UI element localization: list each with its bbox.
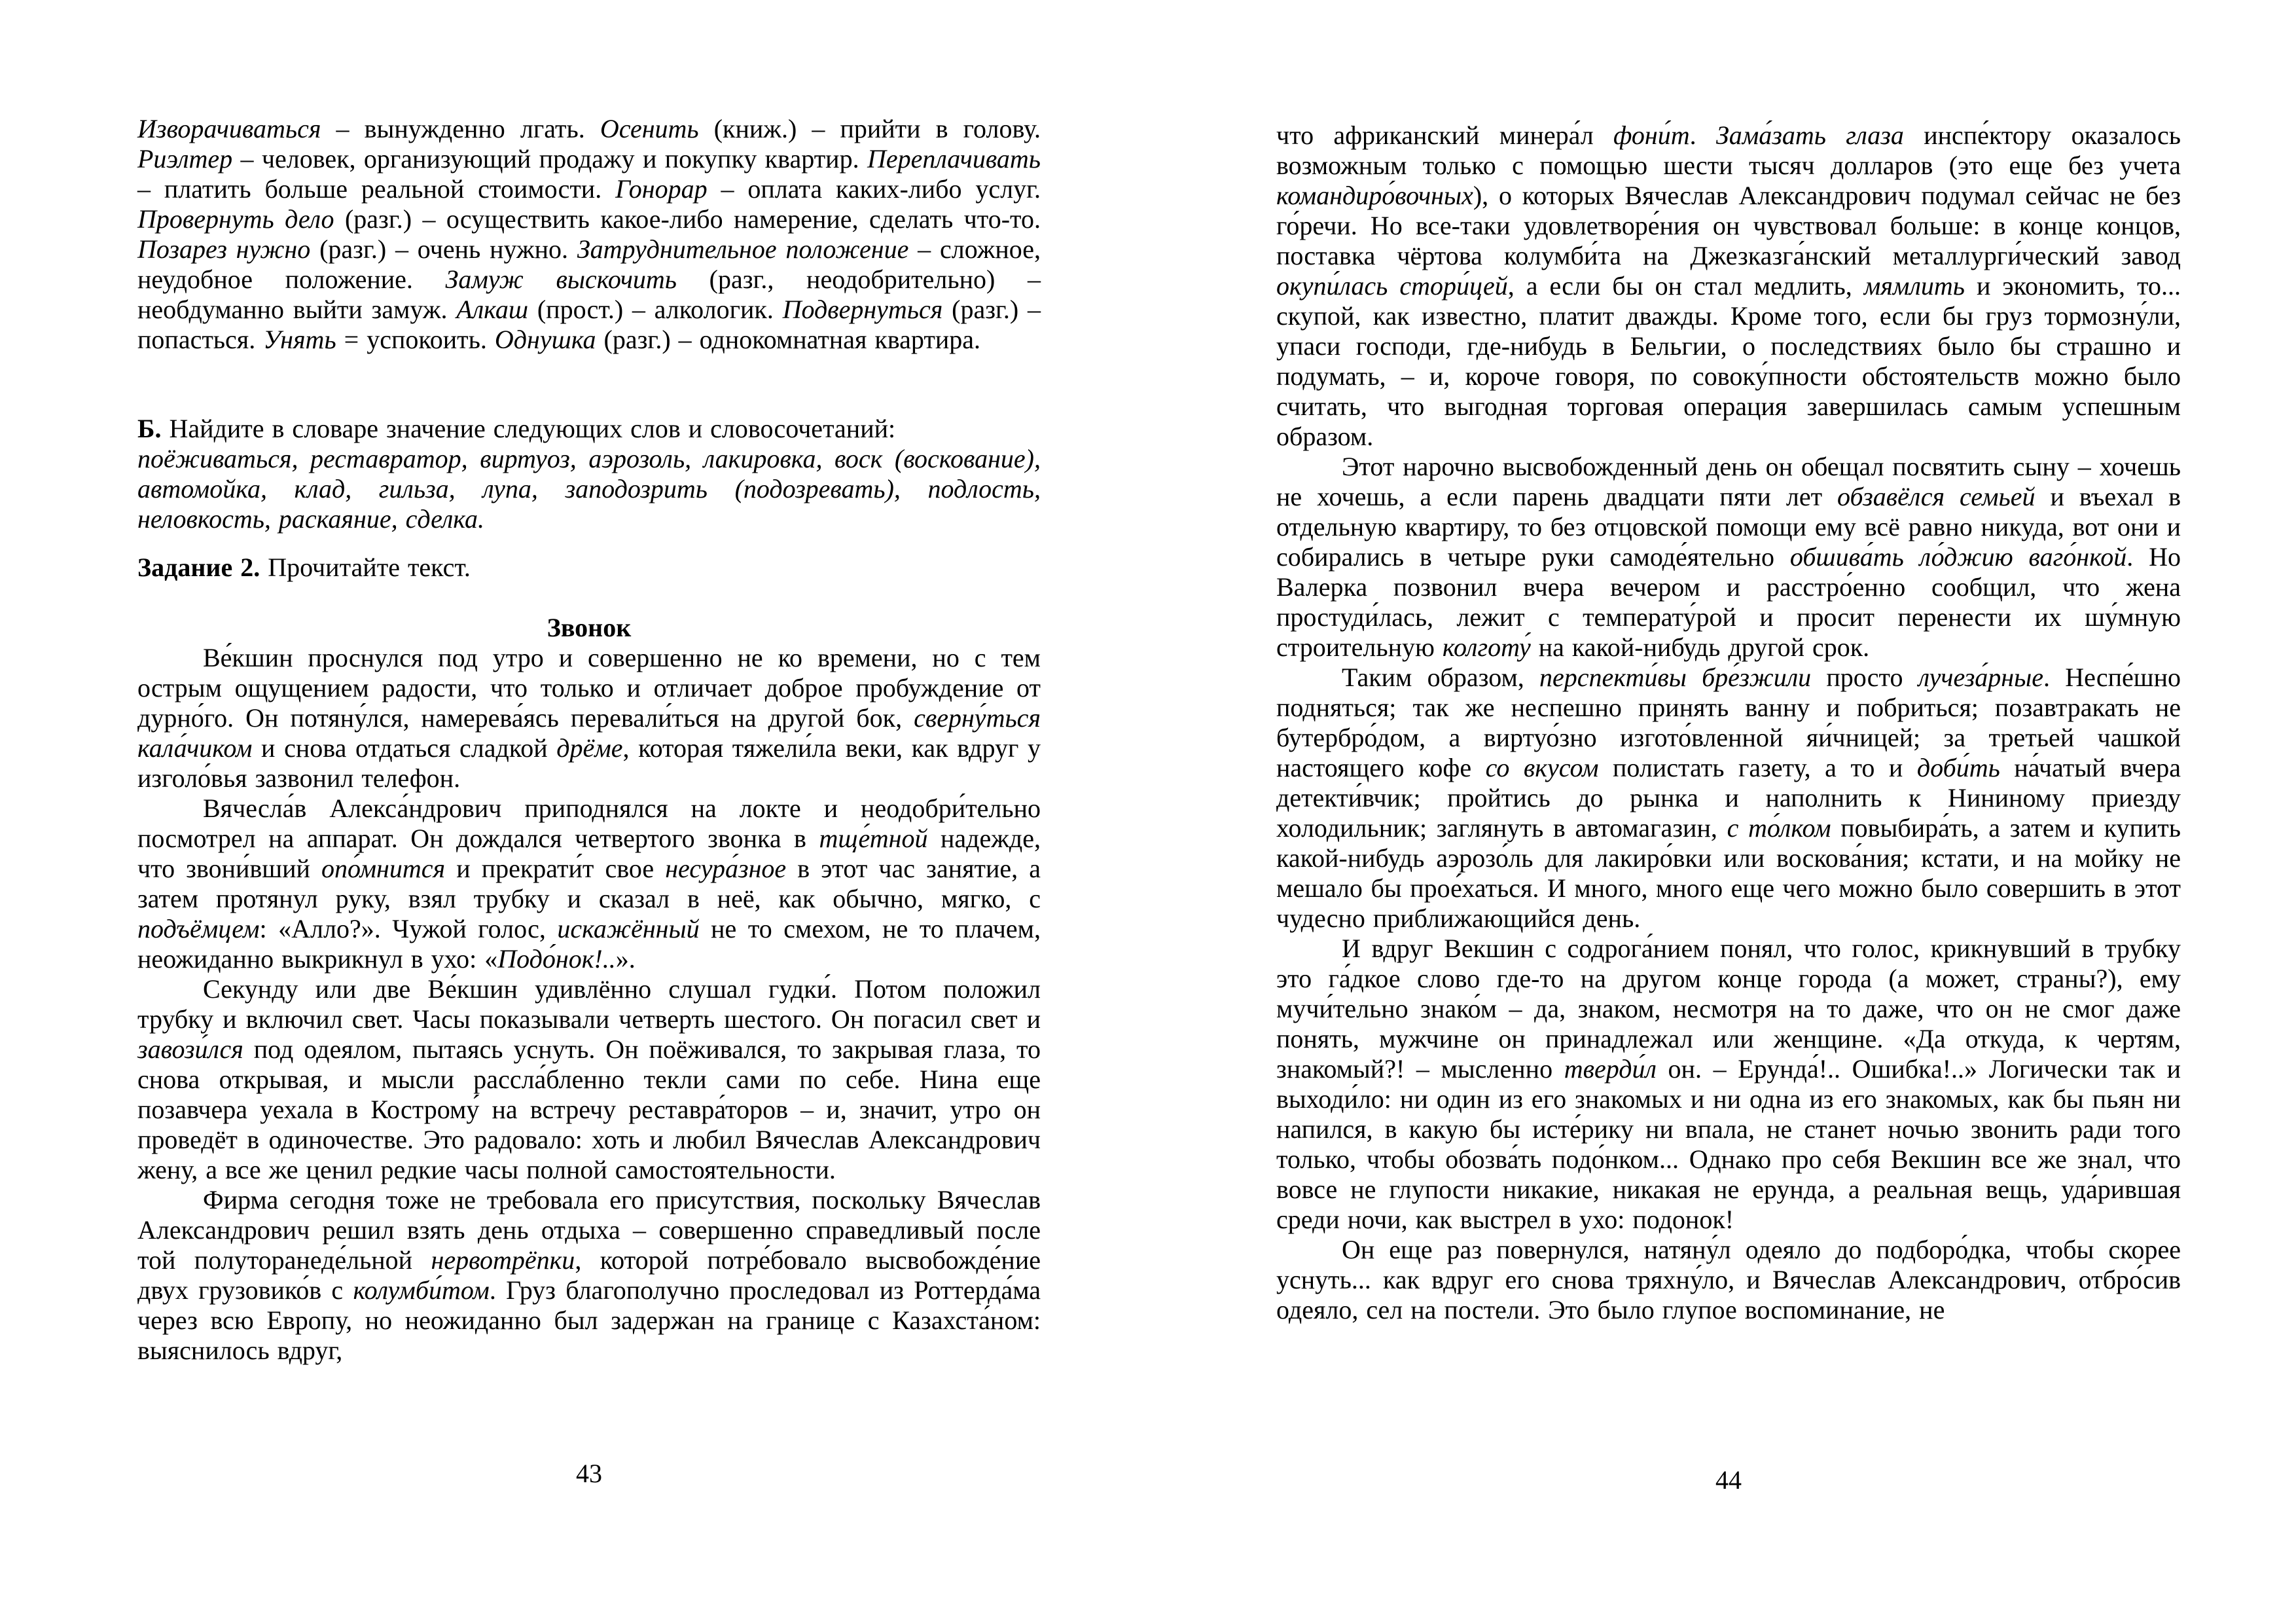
paragraph (1276, 663, 2181, 934)
text-run: (разг.) – осуществить какое-либо намерение, сделать что-то. (334, 204, 1041, 234)
text-run: завози́лся (137, 1034, 243, 1064)
text-run: Б. (137, 414, 162, 443)
text-run: искажённый (557, 914, 700, 943)
paragraph (1276, 1235, 2181, 1325)
text-run: . Груз благополучно проследовал из Роттерда́ма через всю Европу, но неожиданно был задержан на границе с Казахста́ном: выяснилось вдруг, (137, 1275, 1041, 1365)
text-run: тверди́л (1564, 1054, 1657, 1084)
text-run: – вынужденно лгать. (321, 114, 600, 143)
text-run: Ве́кшин проснулся под утро и совершенно не ко времени, но с тем острым ощущением радости, что только и отличает доброе пробуждение от дурно́го. Он потяну́лся, намерева́ясь перевали́ться на другой бок, (137, 643, 1041, 733)
text-run: Найдите в словаре значение следующих слов и словосочетаний: (161, 414, 896, 443)
paragraph (1276, 120, 2181, 452)
paragraph (137, 114, 1041, 355)
text-run: Позарез нужно (137, 234, 311, 264)
text-run: он. – Ерунда́!.. Ошибка!..» Логически так и выходи́ло: ни один из его знакомых и ни одна из его знакомых, как бы пьян ни напился, в какую бы исте́рику ни впала, не станет ночью звонить ради того только, чтобы обозва́ть подо́нком... Однако про себя Векшин все же знал, что вовсе не глупости никакие, никакая не ерунда, а реальная вещь, уда́рившая среди ночи, как выстрел в ухо: подонок! (1276, 1054, 2181, 1234)
text-run: перспекти́вы бре́зжили (1539, 663, 1812, 692)
text-run: и въехал в отдельную квартиру, то без отцовской помощи ему всё равно никуда, вот они и собирались в четыре руки самоде́ятельно (1276, 482, 2181, 572)
text-run: – оплата каких-либо услуг. (707, 174, 1041, 204)
paragraph (137, 444, 1041, 534)
text-run: : «Алло?». Чужой голос, (259, 914, 558, 943)
text-run: Провернуть дело (137, 204, 334, 234)
text-run: со вкусом (1485, 753, 1599, 782)
text-run: . Но Валерка позвонил вчера вечером и расстро́енно сообщил, что жена простуди́лась, лежит с температу́рой и просит перенести их шу́мную строительную (1276, 542, 2181, 662)
text-run: Он еще раз повернулся, натяну́л одеяло до подборо́дка, чтобы скорее уснуть... как вдруг его снова тряхну́ло, и Вячеслав Александрович, отбро́сив одеяло, сел на постели. Это было глупое воспоминание, не (1276, 1235, 2181, 1324)
text-run: Изворачиваться (137, 114, 321, 143)
text-run: надежде, что звони́вший (137, 824, 1041, 883)
text-run: доби́ть (1916, 753, 2000, 782)
text-run: ), о которых Вячеслав Александрович подумал сейчас не без го́речи. Но все-таки удовлетворе́ния он чувствовал больше: в конце концов, поставка чёртова колумби́та на Джезказга́нский металлурги́ческий завод (1276, 181, 2181, 270)
text-run: . Неспе́шно подняться; так же неспешно принять ванну и побриться; позавтракать не бутербро́дом, а виртуо́зно изгото́вленной яи́чницей; за третьей чашкой настоящего кофе (1276, 663, 2181, 782)
text-run: , которая тяжели́ла веки, как вдруг у изголо́вья зазвонил телефон. (137, 733, 1041, 793)
text-run: , а если бы он стал медлить, (1507, 271, 1864, 301)
text-run: нервотрёпки (431, 1245, 575, 1275)
text-run: Вячесла́в Алекса́ндрович приподнялся на локте и неодобри́тельно посмотрел на аппарат. Он дождался четвертого звонка в (137, 793, 1041, 853)
text-run: подъёмцем (137, 914, 260, 943)
text-run: сверну́ться кала́чиком (137, 703, 1041, 763)
text-run: (прост.) – алкологик. (528, 295, 783, 324)
text-run: Алкаш (456, 295, 529, 324)
text-run: – человек, организующий продажу и покупку квартир. (232, 144, 867, 173)
text-run: Задание 2. (137, 553, 260, 582)
text-run: Гонорар (615, 174, 708, 204)
page-right-text (1276, 120, 2181, 1325)
text-run: несура́зное (665, 854, 787, 883)
text-run: обзавёлся семьей (1837, 482, 2036, 511)
paragraph (137, 974, 1041, 1185)
text-run: – сложное, неудобное положение. (137, 234, 1041, 294)
text-run: Подвернуться (782, 295, 943, 324)
text-run: и прекрати́т свое (445, 854, 666, 883)
paragraph (137, 414, 1041, 444)
paragraph (137, 1185, 1041, 1366)
text-run: опо́мнится (321, 854, 446, 883)
text-run: что африканский минера́л (1276, 120, 1614, 150)
text-run: Зама́зать глаза (1715, 120, 1904, 150)
paragraph (1276, 934, 2181, 1235)
text-run: Унять (263, 325, 336, 354)
text-run: повыбира́ть, а затем и купить какой-нибудь аэрозо́ль для лакиро́вки или воскова́ния; кстати, и на мойку не мешало бы прое́хаться. И много, много еще чего можно было совершить в этот чудесно приближающийся день. (1276, 813, 2181, 933)
text-run: Звонок (547, 613, 632, 642)
text-run: ». (615, 944, 636, 974)
text-run: мямлить (1863, 271, 1965, 301)
text-run: Фирма сегодня тоже не требовала его присутствия, поскольку Вячеслав Александрович решил взять день отдыха – совершенно справедливый после той полуторанеде́льной (137, 1185, 1041, 1275)
text-run: (разг., неодобрительно) – необдуманно выйти замуж. (137, 264, 1041, 324)
paragraph (137, 793, 1041, 974)
page-right (1276, 120, 2181, 1325)
text-run: Однушка (494, 325, 596, 354)
text-run: (книж.) – прийти в голову. (698, 114, 1041, 143)
text-run: дрёме (556, 733, 623, 763)
page-left (137, 114, 1041, 1366)
text-run: Прочитайте текст. (260, 553, 471, 582)
text-run: на́чатый вчера детекти́вчик; пройтись до рынка и наполнить к Нининому приезду холодильник; заглянуть в автомагазин, (1276, 753, 2181, 843)
text-run: командиро́вочных (1276, 181, 1473, 210)
paragraph (137, 643, 1041, 793)
story-title (137, 613, 1041, 643)
text-run: под одеялом, пытаясь уснуть. Он поёживался, то закрывая глаза, то снова открывая, и мысли рассла́бленно текли сами по себе. Нина еще позавчера уехала в Кострому́ на встречу реставра́торов – и, значит, утро он проведёт в одиночестве. Это радовало: хоть и любил Вячеслав Александрович жену, а все же ценил редкие часы полной самостоятельности. (137, 1034, 1041, 1184)
text-run: , которой потре́бовало высвобожде́ние двух грузовико́в с (137, 1245, 1041, 1305)
text-run: не то смехом, не то плачем, неожиданно выкрикнул в ухо: « (137, 914, 1041, 974)
text-run: Таким образом, (1342, 663, 1540, 692)
text-run: Секунду или две Ве́кшин удивлённо слушал гудки́. Потом положил трубку и включил свет. Часы показывали четверть шестого. Он погасил свет и (137, 974, 1041, 1034)
text-run: = успокоить. (336, 325, 495, 354)
text-run: инспе́ктору оказалось возможным только с помощью шести тысяч долларов (это еще без учета (1276, 120, 2181, 180)
text-run: лучеза́рные (1918, 663, 2043, 692)
text-run: в этот час занятие, а затем протянул руку, взял трубку и сказал в неё, как обычно, мягко, с (137, 854, 1041, 913)
text-run: . (1689, 120, 1716, 150)
text-run: колготу́ (1442, 632, 1531, 662)
text-run: И вдруг Векшин с содрога́нием понял, что голос, крикнувший в трубку это га́дкое слово где-то на другом конце города (а может, страны?), ему мучи́тельно знако́м – да, знаком, несмотря на то даже, что он не смог даже понять, мужчине он принадлежал или женщине. «Да откуда, к чертям, знакомый?! – мысленно (1276, 934, 2181, 1084)
text-run: просто (1811, 663, 1918, 692)
text-run: Затруднительное положение (577, 234, 909, 264)
text-run: и снова отдаться сладкой (252, 733, 557, 763)
text-run: колумби́том (353, 1275, 490, 1305)
page-number-right: 44 (1715, 1465, 1742, 1495)
paragraph (137, 553, 1041, 583)
text-run: (разг.) – попасться. (137, 295, 1041, 354)
text-run: обшива́ть ло́джию ваго́нкой (1789, 542, 2127, 572)
text-run: фони́т (1613, 120, 1690, 150)
text-run: окупи́лась стори́цей (1276, 271, 1508, 301)
text-run: (разг.) – очень нужно. (310, 234, 577, 264)
text-run: – платить больше реальной стоимости. (137, 174, 616, 204)
text-run: Переплачивать (867, 144, 1041, 173)
text-run: полистать газету, а то и (1598, 753, 1917, 782)
text-run: Подо́нок!.. (497, 944, 616, 974)
text-run: Осенить (600, 114, 699, 143)
text-run: с то́лком (1727, 813, 1831, 843)
text-run: Замуж выскочить (445, 264, 677, 294)
text-run: и экономить, то... скупой, как известно, платит дважды. Кроме того, если бы груз тормозну́ли, упаси господи, где-нибудь в Бельгии, о последствиях было бы страшно и подумать, – и, короче говоря, по совоку́пности обстоятельств можно было считать, что выгодная торговая операция завершилась самым успешным образом. (1276, 271, 2181, 451)
text-run: тще́тной (819, 824, 928, 853)
text-run: поёживаться, реставратор, виртуоз, аэрозоль, лакировка, воск (воскование), автомойка, клад, гильза, лупа, заподозрить (подозревать), подлость, неловкость, раскаяние, сделка. (137, 444, 1041, 534)
text-run: на какой-нибудь другой срок. (1530, 632, 1870, 662)
paragraph (1276, 452, 2181, 663)
text-run: Этот нарочно высвобожденный день он обещал посвятить сыну – хочешь не хочешь, а если парень двадцати пяти лет (1276, 452, 2181, 511)
text-run: Риэлтер (137, 144, 233, 173)
page-number-left: 43 (576, 1459, 602, 1488)
page-left-text (137, 114, 1041, 1366)
text-run: (разг.) – однокомнатная квартира. (596, 325, 981, 354)
